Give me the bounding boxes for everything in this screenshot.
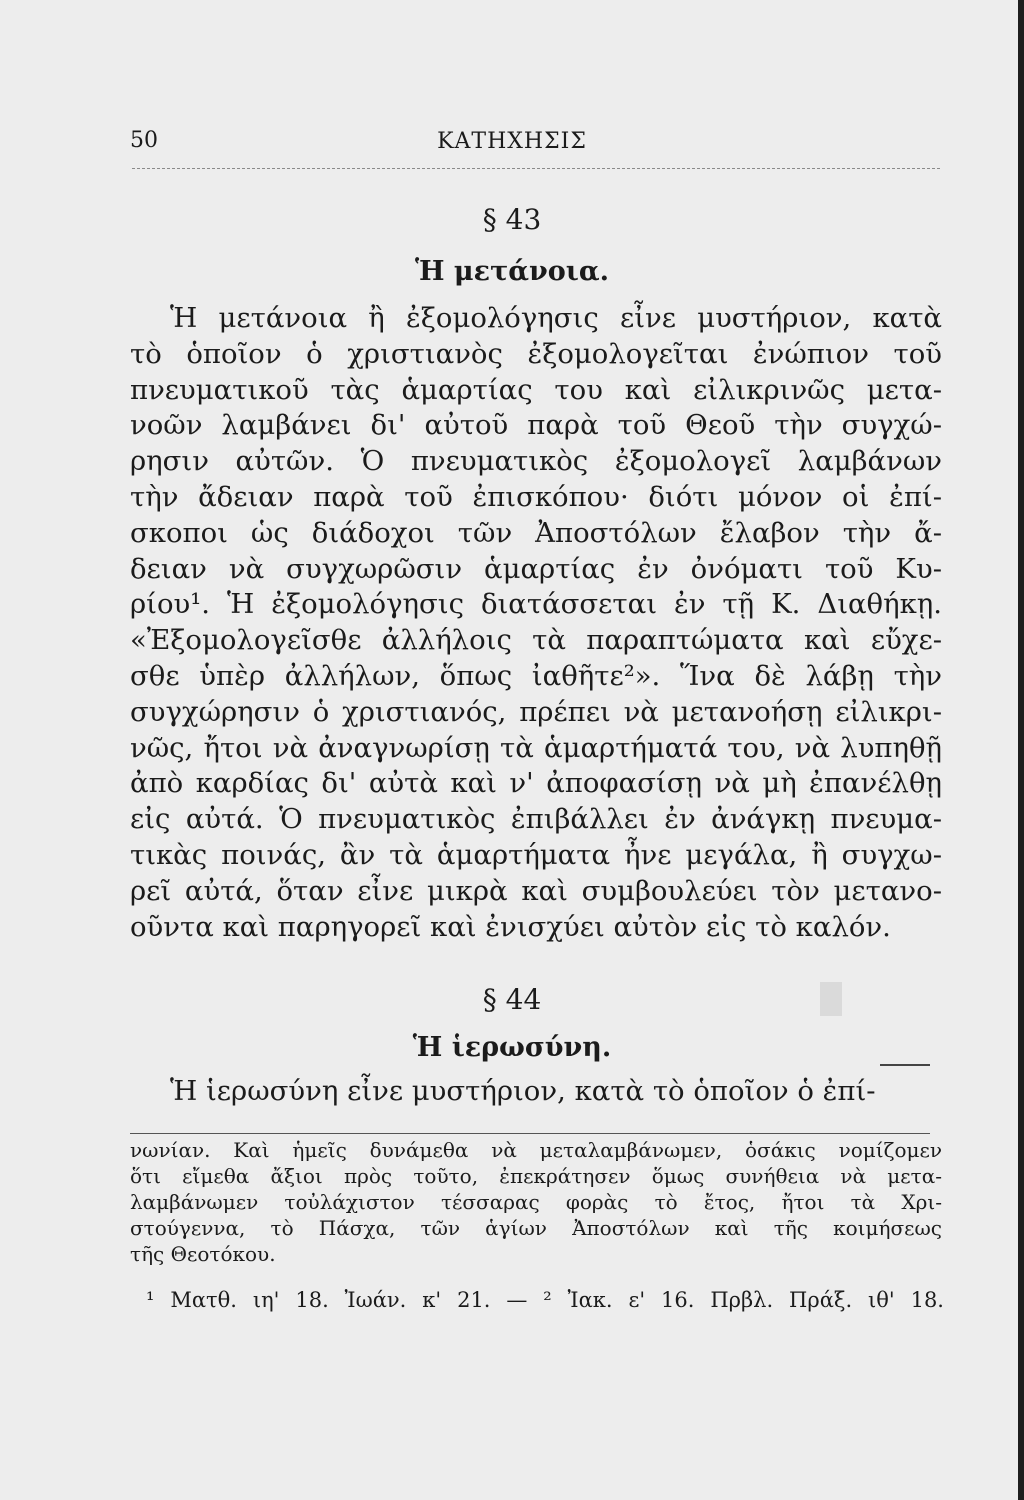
- body-line: σκοποι ὡς διάδοχοι τῶν Ἀποστόλων ἔλαβον τὴν ἄ-: [130, 516, 942, 549]
- section-number-43: § 43: [482, 203, 542, 236]
- page-number: 50: [130, 128, 158, 153]
- body-line: ρεῖ αὐτά, ὅταν εἶνε μικρὰ καὶ συμβουλεύει τὸν μετανο-: [130, 874, 942, 907]
- footnote-references: ¹ Ματθ. ιη' 18. Ἰωάν. κ' 21. — ² Ἰακ. ε' 16. Πρβλ. Πράξ. ιθ' 18.: [146, 1288, 944, 1312]
- footnote-line: στούγεννα, τὸ Πάσχα, τῶν ἁγίων Ἀποστόλων καὶ τῆς κοιμήσεως: [130, 1216, 942, 1240]
- body-line: τὴν ἄδειαν παρὰ τοῦ ἐπισκόπου· διότι μόνον οἱ ἐπί-: [130, 480, 942, 513]
- body-line: ρίου¹. Ἡ ἐξομολόγησις διατάσσεται ἐν τῇ Κ. Διαθήκῃ.: [130, 588, 942, 621]
- section-44-body: [130, 1075, 942, 1114]
- body-line: νῶς, ἤτοι νὰ ἀναγνωρίσῃ τὰ ἁμαρτήματά του, νὰ λυπηθῇ: [130, 731, 942, 764]
- body-line: τικὰς ποινάς, ἂν τὰ ἁμαρτήματα ἦνε μεγάλα, ἢ συγχω-: [130, 838, 942, 871]
- body-line: οῦντα καὶ παρηγορεῖ καὶ ἐνισχύει αὐτὸν εἰς τὸ καλόν.: [130, 910, 891, 943]
- body-line: ρησιν αὐτῶν. Ὁ πνευματικὸς ἐξομολογεῖ λαμβάνων: [130, 445, 942, 478]
- section-43-body: [130, 302, 942, 949]
- running-head: ΚΑΤΗΧΗΣΙΣ: [437, 129, 587, 154]
- footnote-continuation: [130, 1140, 942, 1270]
- body-line: τὸ ὁποῖον ὁ χριστιανὸς ἐξομολογεῖται ἐνώπιον τοῦ: [130, 337, 942, 370]
- body-line: Ἡ ἱερωσύνη εἶνε μυστήριον, κατὰ τὸ ὁποῖον ὁ ἐπί-: [170, 1075, 876, 1107]
- section-heading-44: Ἡ ἱερωσύνη.: [412, 1032, 612, 1063]
- ink-mark: [880, 1064, 930, 1066]
- body-line: δειαν νὰ συγχωρῶσιν ἁμαρτίας ἐν ὀνόματι τοῦ Κυ-: [130, 552, 942, 585]
- header-rule: [132, 168, 940, 169]
- footnote-line: τῆς Θεοτόκου.: [130, 1242, 276, 1266]
- footnote-line: νωνίαν. Καὶ ἡμεῖς δυνάμεθα νὰ μεταλαμβάνωμεν, ὁσάκις νομίζομεν: [130, 1138, 942, 1162]
- section-heading-43: Ἡ μετάνοια.: [414, 256, 610, 287]
- body-line: «Ἐξομολογεῖσθε ἀλλήλοις τὰ παραπτώματα καὶ εὔχε-: [130, 624, 942, 657]
- section-number-44: § 44: [482, 983, 542, 1016]
- body-line: ἀπὸ καρδίας δι' αὐτὰ καὶ ν' ἀποφασίσῃ νὰ μὴ ἐπανέλθῃ: [130, 767, 942, 800]
- footnote-rule: [130, 1133, 930, 1134]
- body-line: συγχώρησιν ὁ χριστιανός, πρέπει νὰ μετανοήσῃ εἰλικρι-: [130, 695, 942, 728]
- body-line: εἰς αὐτά. Ὁ πνευματικὸς ἐπιβάλλει ἐν ἀνάγκῃ πνευμα-: [130, 803, 942, 836]
- body-line: σθε ὑπὲρ ἀλλήλων, ὅπως ἰαθῆτε²». Ἵνα δὲ λάβῃ τὴν: [130, 659, 942, 692]
- footnote-line: ὅτι εἴμεθα ἄξιοι πρὸς τοῦτο, ἐπεκράτησεν ὅμως συνήθεια νὰ μετα-: [130, 1164, 942, 1188]
- body-line: Ἡ μετάνοια ἢ ἐξομολόγησις εἶνε μυστήριον, κατὰ: [170, 302, 942, 334]
- body-line: νοῶν λαμβάνει δι' αὐτοῦ παρὰ τοῦ Θεοῦ τὴν συγχώ-: [130, 409, 942, 442]
- footnote-line: λαμβάνωμεν τοὐλάχιστον τέσσαρας φορὰς τὸ ἔτος, ἤτοι τὰ Χρι-: [130, 1190, 942, 1214]
- page-edge-shadow: [1018, 0, 1024, 1500]
- body-line: πνευματικοῦ τὰς ἁμαρτίας του καὶ εἰλικρινῶς μετα-: [130, 373, 942, 406]
